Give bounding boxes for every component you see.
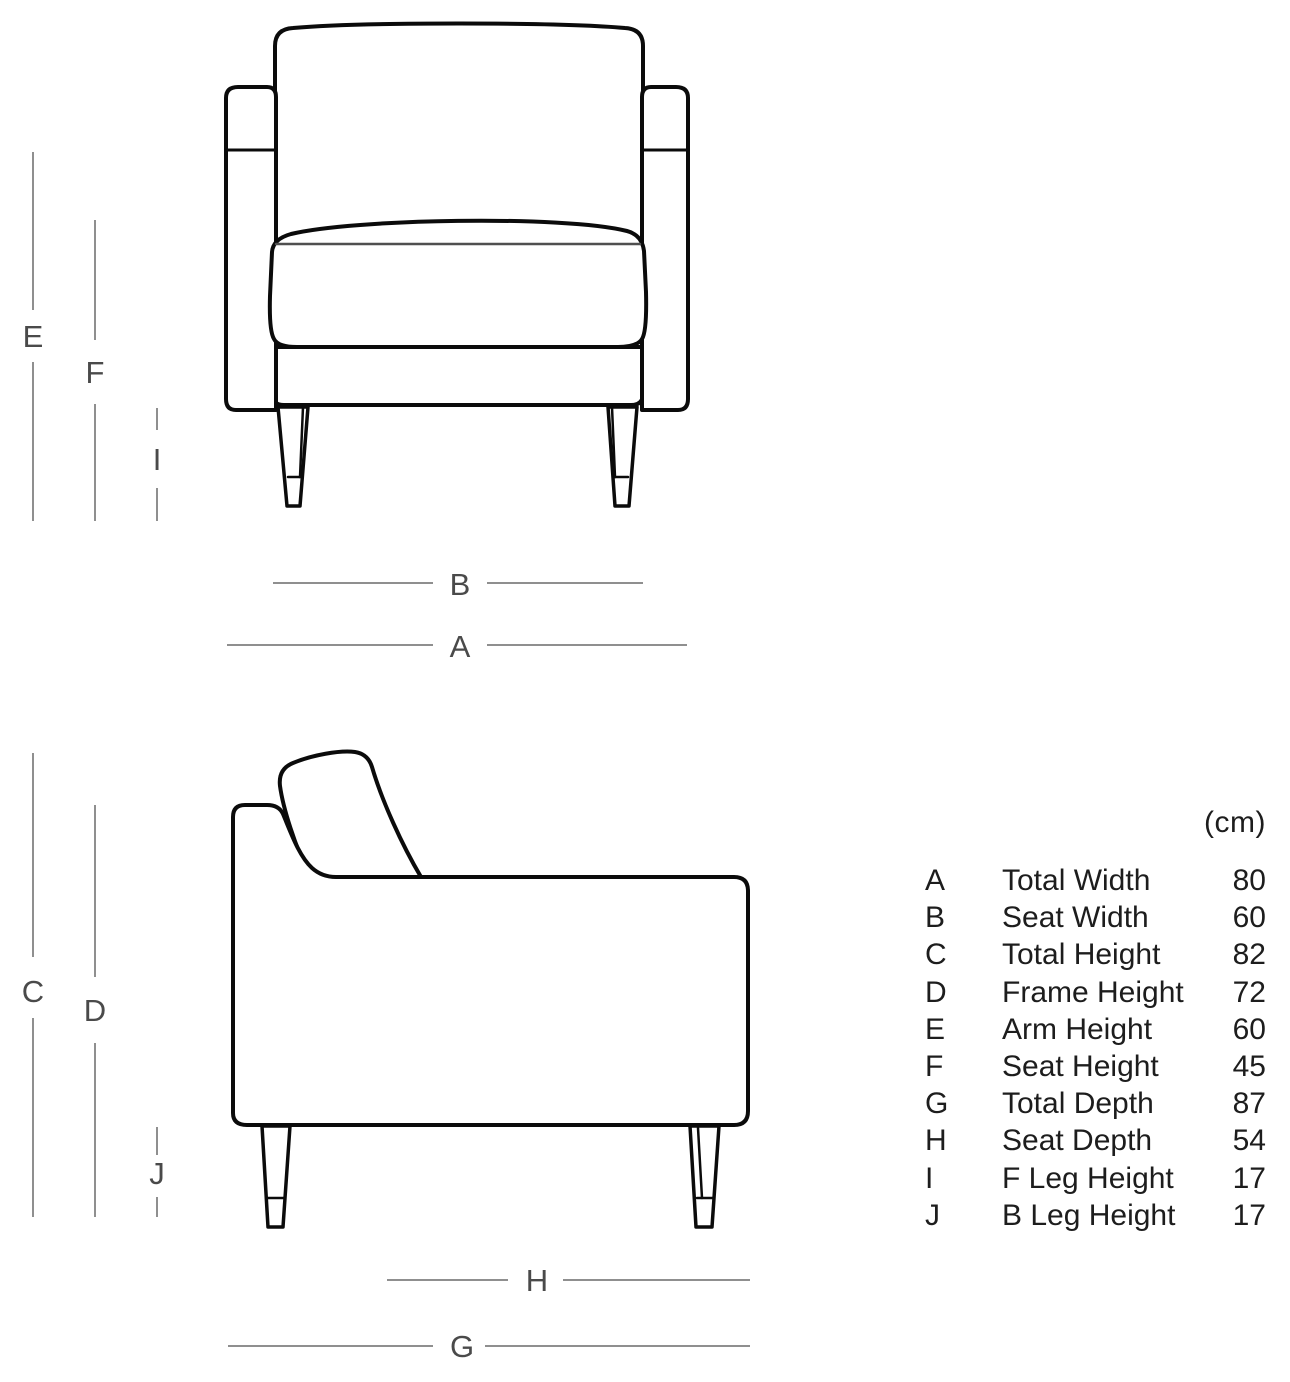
dim-label-F: F [85, 355, 105, 390]
front-base-band [272, 347, 643, 405]
row-value: 60 [1232, 1012, 1266, 1046]
row-letter: C [925, 938, 947, 972]
row-letter: B [925, 901, 946, 935]
front-seat-cushion [270, 221, 646, 347]
dim-label-B: B [449, 567, 471, 602]
row-name: B Leg Height [1002, 1198, 1176, 1232]
front-left-arm [226, 87, 276, 410]
row-letter: H [925, 1124, 947, 1158]
row-value: 54 [1232, 1124, 1266, 1158]
side-view-drawing [233, 752, 748, 1227]
table-row [925, 862, 1266, 899]
front-view-drawing [226, 24, 688, 507]
table-row [925, 974, 1266, 1011]
dim-label-H: H [525, 1263, 549, 1298]
row-value: 80 [1232, 864, 1266, 897]
row-name: Total Height [1002, 938, 1161, 972]
row-letter: G [925, 1087, 949, 1121]
row-letter: J [925, 1198, 940, 1232]
side-front-leg [262, 1126, 290, 1227]
row-letter: D [925, 975, 947, 1009]
row-name: Seat Height [1002, 1049, 1159, 1083]
dim-label-G: G [449, 1329, 475, 1364]
row-value: 82 [1232, 938, 1266, 972]
dimension-table [925, 862, 1266, 1234]
dim-label-D: D [83, 993, 107, 1028]
row-letter: A [925, 864, 946, 897]
row-name: Total Depth [1002, 1087, 1154, 1121]
units-label: (cm) [1204, 806, 1266, 839]
row-name: F Leg Height [1002, 1161, 1174, 1195]
row-value: 60 [1232, 901, 1266, 935]
front-right-arm [642, 87, 688, 410]
row-name: Seat Width [1002, 901, 1149, 935]
row-letter: F [925, 1049, 944, 1083]
dim-label-E: E [22, 319, 44, 354]
row-name: Total Width [1002, 864, 1151, 897]
row-value: 72 [1232, 975, 1266, 1009]
row-letter: E [925, 1012, 946, 1046]
table-row [925, 1122, 1266, 1159]
table-row [925, 1085, 1266, 1122]
row-value: 87 [1232, 1087, 1266, 1121]
row-value: 17 [1232, 1161, 1266, 1195]
table-row [925, 1197, 1266, 1234]
dim-label-I: I [152, 442, 162, 477]
table-row [925, 936, 1266, 973]
table-row [925, 1048, 1266, 1085]
table-row [925, 1011, 1266, 1048]
row-letter: I [925, 1161, 934, 1195]
row-name: Arm Height [1002, 1012, 1153, 1046]
table-row [925, 1160, 1266, 1197]
dim-label-J: J [149, 1156, 165, 1191]
row-name: Frame Height [1002, 975, 1184, 1009]
table-row [925, 899, 1266, 936]
dim-label-A: A [449, 629, 471, 664]
row-value: 17 [1232, 1198, 1266, 1232]
dim-label-C: C [21, 974, 45, 1009]
row-name: Seat Depth [1002, 1124, 1153, 1158]
row-value: 45 [1232, 1049, 1266, 1083]
side-back-leg [690, 1126, 719, 1227]
